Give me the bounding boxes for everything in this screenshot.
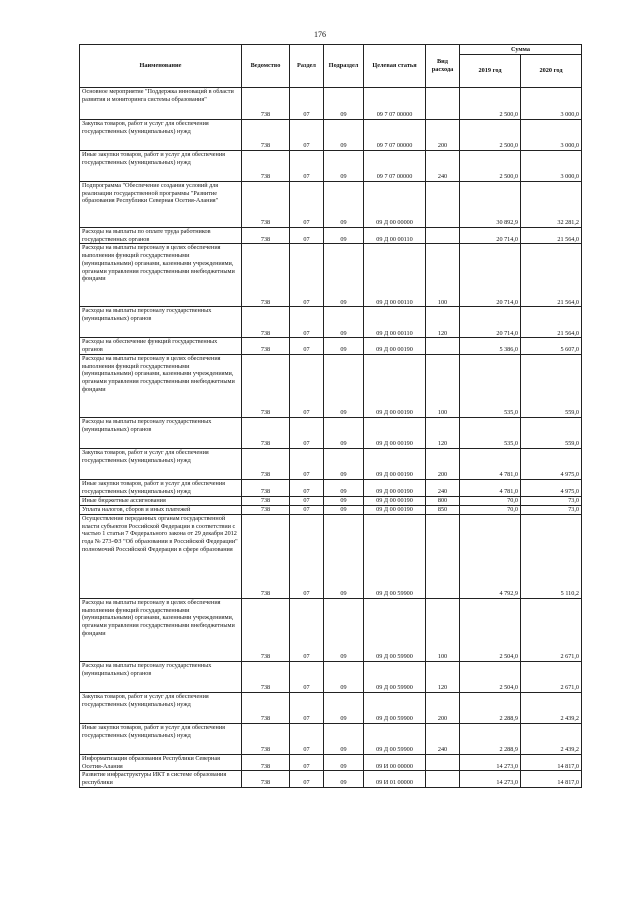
cell-2019: 30 892,9 xyxy=(460,182,521,228)
cell-podrazdel: 09 xyxy=(324,771,364,787)
cell-name: Расходы на выплаты персоналу государственных (муниципальных) органов xyxy=(80,307,242,338)
cell-podrazdel: 09 xyxy=(324,244,364,307)
cell-name: Закупка товаров, работ и услуг для обеспечения государственных (муниципальных) нужд xyxy=(80,448,242,479)
cell-target: 09 Д 00 00190 xyxy=(364,479,426,496)
cell-target: 09 Д 00 00190 xyxy=(364,505,426,514)
cell-podrazdel: 09 xyxy=(324,661,364,692)
header-target: Целевая статья xyxy=(364,45,426,88)
cell-vedomstvo: 738 xyxy=(242,723,290,754)
cell-target: 09 Д 00 00110 xyxy=(364,228,426,244)
cell-vedomstvo: 738 xyxy=(242,417,290,448)
cell-vid: 100 xyxy=(426,244,460,307)
table-row xyxy=(80,338,582,354)
cell-2019: 70,0 xyxy=(460,505,521,514)
cell-name: Иные закупки товаров, работ и услуг для обеспечения государственных (муниципальных) нужд xyxy=(80,151,242,182)
cell-2019: 535,0 xyxy=(460,354,521,417)
cell-vid xyxy=(426,182,460,228)
cell-2020: 14 817,0 xyxy=(521,771,582,787)
cell-2019: 2 504,0 xyxy=(460,661,521,692)
cell-target: 09 Д 00 00190 xyxy=(364,417,426,448)
cell-vid: 800 xyxy=(426,496,460,505)
cell-razdel: 07 xyxy=(290,771,324,787)
cell-podrazdel: 09 xyxy=(324,723,364,754)
cell-vid: 100 xyxy=(426,354,460,417)
cell-vedomstvo: 738 xyxy=(242,354,290,417)
table-row xyxy=(80,505,582,514)
cell-2019: 4 781,0 xyxy=(460,479,521,496)
cell-vid: 240 xyxy=(426,151,460,182)
cell-vedomstvo: 738 xyxy=(242,692,290,723)
cell-vid: 240 xyxy=(426,723,460,754)
cell-vedomstvo: 738 xyxy=(242,338,290,354)
cell-vid xyxy=(426,88,460,120)
cell-name: Расходы на выплаты по оплате труда работников государственных органов xyxy=(80,228,242,244)
table-row xyxy=(80,754,582,770)
cell-podrazdel: 09 xyxy=(324,692,364,723)
cell-2020: 73,0 xyxy=(521,505,582,514)
cell-vid: 200 xyxy=(426,120,460,151)
cell-name: Иные закупки товаров, работ и услуг для обеспечения государственных (муниципальных) нужд xyxy=(80,479,242,496)
cell-target: 09 Д 00 00110 xyxy=(364,307,426,338)
cell-podrazdel: 09 xyxy=(324,228,364,244)
budget-table xyxy=(79,44,582,788)
table-row xyxy=(80,692,582,723)
cell-podrazdel: 09 xyxy=(324,88,364,120)
cell-podrazdel: 09 xyxy=(324,354,364,417)
cell-target: 09 Д 00 59900 xyxy=(364,598,426,661)
cell-2020: 32 281,2 xyxy=(521,182,582,228)
cell-podrazdel: 09 xyxy=(324,307,364,338)
cell-razdel: 07 xyxy=(290,417,324,448)
cell-podrazdel: 09 xyxy=(324,120,364,151)
cell-vedomstvo: 738 xyxy=(242,661,290,692)
cell-2020: 3 000,0 xyxy=(521,120,582,151)
cell-podrazdel: 09 xyxy=(324,496,364,505)
header-podrazdel: Подраздел xyxy=(324,45,364,88)
cell-razdel: 07 xyxy=(290,505,324,514)
cell-podrazdel: 09 xyxy=(324,598,364,661)
cell-vid: 200 xyxy=(426,448,460,479)
cell-2020: 21 564,0 xyxy=(521,228,582,244)
cell-vedomstvo: 738 xyxy=(242,228,290,244)
cell-target: 09 Д 00 00000 xyxy=(364,182,426,228)
cell-name: Закупка товаров, работ и услуг для обеспечения государственных (муниципальных) нужд xyxy=(80,692,242,723)
cell-2019: 2 288,9 xyxy=(460,723,521,754)
cell-vedomstvo: 738 xyxy=(242,754,290,770)
cell-vedomstvo: 738 xyxy=(242,479,290,496)
table-row xyxy=(80,598,582,661)
cell-2019: 5 386,0 xyxy=(460,338,521,354)
cell-razdel: 07 xyxy=(290,151,324,182)
cell-name: Расходы на выплаты персоналу в целях обеспечения выполнения функций государственными (муниципальными) органами, казенными учреждениями, органами управления государственными внебюджетными фондами xyxy=(80,354,242,417)
table-row xyxy=(80,417,582,448)
cell-vid: 200 xyxy=(426,692,460,723)
cell-name: Подпрограмма "Обеспечение создания условий для реализации государственной программы "Развитие образования Республики Северная Осетия-Алания" xyxy=(80,182,242,228)
cell-name: Иные бюджетные ассигнования xyxy=(80,496,242,505)
cell-razdel: 07 xyxy=(290,182,324,228)
cell-podrazdel: 09 xyxy=(324,514,364,598)
cell-vid xyxy=(426,771,460,787)
cell-target: 09 И 00 00000 xyxy=(364,754,426,770)
cell-razdel: 07 xyxy=(290,307,324,338)
cell-vedomstvo: 738 xyxy=(242,244,290,307)
cell-target: 09 Д 00 59900 xyxy=(364,514,426,598)
cell-podrazdel: 09 xyxy=(324,505,364,514)
cell-vedomstvo: 738 xyxy=(242,598,290,661)
cell-vedomstvo: 738 xyxy=(242,448,290,479)
cell-name: Информатизация образования Республики Северная Осетия-Алания xyxy=(80,754,242,770)
cell-vid: 120 xyxy=(426,417,460,448)
cell-podrazdel: 09 xyxy=(324,479,364,496)
cell-razdel: 07 xyxy=(290,244,324,307)
header-2020: 2020 год xyxy=(521,55,582,88)
cell-2020: 3 000,0 xyxy=(521,151,582,182)
table-row xyxy=(80,661,582,692)
cell-2019: 2 500,0 xyxy=(460,120,521,151)
cell-2019: 20 714,0 xyxy=(460,228,521,244)
cell-target: 09 Д 00 00110 xyxy=(364,244,426,307)
cell-vid: 120 xyxy=(426,307,460,338)
cell-name: Основное мероприятие "Поддержка инноваций в области развития и мониторинга системы образования" xyxy=(80,88,242,120)
cell-vedomstvo: 738 xyxy=(242,182,290,228)
cell-target: 09 Д 00 59900 xyxy=(364,723,426,754)
cell-name: Расходы на выплаты персоналу государственных (муниципальных) органов xyxy=(80,417,242,448)
cell-razdel: 07 xyxy=(290,598,324,661)
table-row xyxy=(80,479,582,496)
table-row xyxy=(80,151,582,182)
cell-2019: 20 714,0 xyxy=(460,307,521,338)
cell-vedomstvo: 738 xyxy=(242,120,290,151)
cell-2019: 4 792,9 xyxy=(460,514,521,598)
cell-razdel: 07 xyxy=(290,692,324,723)
cell-vedomstvo: 738 xyxy=(242,496,290,505)
cell-podrazdel: 09 xyxy=(324,417,364,448)
header-razdel: Раздел xyxy=(290,45,324,88)
table-row xyxy=(80,228,582,244)
cell-2020: 559,0 xyxy=(521,417,582,448)
cell-2019: 2 504,0 xyxy=(460,598,521,661)
cell-vedomstvo: 738 xyxy=(242,151,290,182)
cell-2019: 20 714,0 xyxy=(460,244,521,307)
cell-2020: 5 607,0 xyxy=(521,338,582,354)
table-row xyxy=(80,354,582,417)
cell-razdel: 07 xyxy=(290,661,324,692)
page-number: 176 xyxy=(314,30,326,39)
table-row xyxy=(80,723,582,754)
cell-name: Расходы на обеспечение функций государственных органов xyxy=(80,338,242,354)
cell-razdel: 07 xyxy=(290,120,324,151)
cell-2020: 5 110,2 xyxy=(521,514,582,598)
cell-2020: 3 000,0 xyxy=(521,88,582,120)
header-vedomstvo: Ведомство xyxy=(242,45,290,88)
table-row xyxy=(80,120,582,151)
cell-target: 09 Д 00 00190 xyxy=(364,354,426,417)
cell-podrazdel: 09 xyxy=(324,448,364,479)
table-row xyxy=(80,88,582,120)
cell-podrazdel: 09 xyxy=(324,754,364,770)
cell-2020: 73,0 xyxy=(521,496,582,505)
cell-razdel: 07 xyxy=(290,354,324,417)
header-vid: Вид расхода xyxy=(426,45,460,88)
cell-target: 09 Д 00 59900 xyxy=(364,661,426,692)
cell-vid xyxy=(426,228,460,244)
cell-target: 09 7 07 00000 xyxy=(364,151,426,182)
cell-vedomstvo: 738 xyxy=(242,505,290,514)
cell-2019: 535,0 xyxy=(460,417,521,448)
cell-2020: 559,0 xyxy=(521,354,582,417)
cell-2020: 21 564,0 xyxy=(521,307,582,338)
cell-2019: 14 273,0 xyxy=(460,771,521,787)
cell-vid: 240 xyxy=(426,479,460,496)
cell-2020: 4 975,0 xyxy=(521,448,582,479)
cell-target: 09 Д 00 59900 xyxy=(364,692,426,723)
cell-2020: 4 975,0 xyxy=(521,479,582,496)
cell-2020: 14 817,0 xyxy=(521,754,582,770)
cell-razdel: 07 xyxy=(290,88,324,120)
cell-target: 09 Д 00 00190 xyxy=(364,496,426,505)
header-sum: Сумма xyxy=(460,45,582,55)
cell-vedomstvo: 738 xyxy=(242,88,290,120)
cell-2020: 2 439,2 xyxy=(521,723,582,754)
cell-vid: 100 xyxy=(426,598,460,661)
cell-podrazdel: 09 xyxy=(324,338,364,354)
cell-vid xyxy=(426,514,460,598)
cell-2020: 2 671,0 xyxy=(521,661,582,692)
cell-razdel: 07 xyxy=(290,228,324,244)
table-row xyxy=(80,448,582,479)
cell-razdel: 07 xyxy=(290,514,324,598)
cell-razdel: 07 xyxy=(290,754,324,770)
cell-vedomstvo: 738 xyxy=(242,307,290,338)
cell-razdel: 07 xyxy=(290,479,324,496)
cell-vid xyxy=(426,338,460,354)
cell-name: Расходы на выплаты персоналу в целях обеспечения выполнения функций государственными (муниципальными) органами, казенными учреждениями, органами управления государственными внебюджетными фондами xyxy=(80,598,242,661)
cell-target: 09 И 01 00000 xyxy=(364,771,426,787)
table-row xyxy=(80,496,582,505)
cell-name: Развитие инфраструктуры ИКТ в системе образования республики xyxy=(80,771,242,787)
cell-2019: 70,0 xyxy=(460,496,521,505)
cell-2020: 2 439,2 xyxy=(521,692,582,723)
header-2019: 2019 год xyxy=(460,55,521,88)
cell-vid: 120 xyxy=(426,661,460,692)
header-name: Наименование xyxy=(80,45,242,88)
cell-2020: 2 671,0 xyxy=(521,598,582,661)
cell-name: Осуществление переданных органам государственной власти субъектов Российской Федерации в соответствии с частью 1 статьи 7 Федерального закона от 29 декабря 2012 года № 273-ФЗ "Об образовании в Российской Федерации" полномочий Российской Федерации в сфере образования xyxy=(80,514,242,598)
cell-name: Иные закупки товаров, работ и услуг для обеспечения государственных (муниципальных) нужд xyxy=(80,723,242,754)
cell-vedomstvo: 738 xyxy=(242,514,290,598)
cell-vid xyxy=(426,754,460,770)
table-row xyxy=(80,771,582,787)
cell-razdel: 07 xyxy=(290,723,324,754)
cell-vid: 850 xyxy=(426,505,460,514)
cell-2019: 2 288,9 xyxy=(460,692,521,723)
cell-target: 09 Д 00 00190 xyxy=(364,448,426,479)
cell-2019: 14 273,0 xyxy=(460,754,521,770)
cell-razdel: 07 xyxy=(290,496,324,505)
cell-name: Уплата налогов, сборов и иных платежей xyxy=(80,505,242,514)
cell-target: 09 7 07 00000 xyxy=(364,120,426,151)
table-row xyxy=(80,307,582,338)
cell-2020: 21 564,0 xyxy=(521,244,582,307)
cell-target: 09 7 07 00000 xyxy=(364,88,426,120)
cell-razdel: 07 xyxy=(290,338,324,354)
cell-2019: 4 781,0 xyxy=(460,448,521,479)
table-body xyxy=(80,88,582,788)
cell-podrazdel: 09 xyxy=(324,151,364,182)
table-row xyxy=(80,514,582,598)
cell-podrazdel: 09 xyxy=(324,182,364,228)
table-row xyxy=(80,244,582,307)
cell-name: Расходы на выплаты персоналу государственных (муниципальных) органов xyxy=(80,661,242,692)
table-row xyxy=(80,182,582,228)
cell-name: Расходы на выплаты персоналу в целях обеспечения выполнения функций государственными (муниципальными) органами, казенными учреждениями, органами управления государственными внебюджетными фондами xyxy=(80,244,242,307)
cell-name: Закупка товаров, работ и услуг для обеспечения государственных (муниципальных) нужд xyxy=(80,120,242,151)
cell-2019: 2 500,0 xyxy=(460,88,521,120)
cell-2019: 2 500,0 xyxy=(460,151,521,182)
cell-razdel: 07 xyxy=(290,448,324,479)
cell-target: 09 Д 00 00190 xyxy=(364,338,426,354)
cell-vedomstvo: 738 xyxy=(242,771,290,787)
